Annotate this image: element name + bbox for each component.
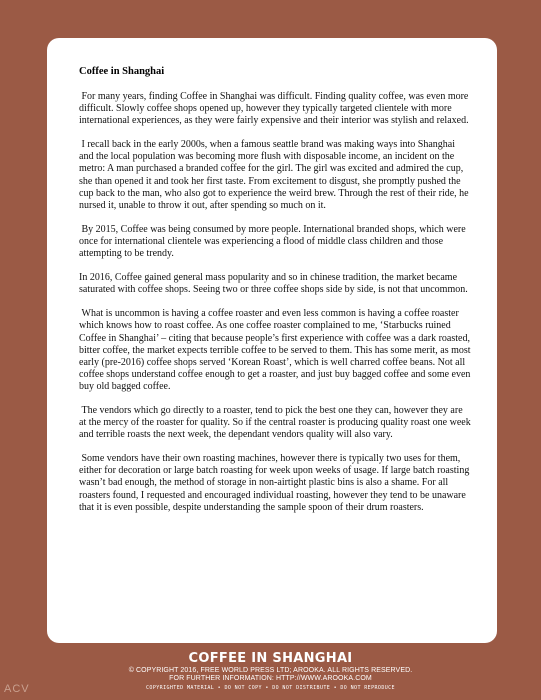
footer-copyright: © COPYRIGHT 2016, FREE WORLD PRESS LTD; AROOKA. ALL RIGHTS RESERVED. xyxy=(128,667,413,674)
paragraph: In 2016, Coffee gained general mass popularity and so in chinese tradition, the market became saturated with coffee shops. Seeing two or three coffee shops side by side, is not that uncommon. xyxy=(79,272,468,296)
footer xyxy=(0,651,541,692)
footer-info: FOR FURTHER INFORMATION: HTTP://WWW.AROOKA.COM xyxy=(169,675,372,683)
paragraph: The vendors which go directly to a roaster, tend to pick the best one they can, however they are at the mercy of the roaster for quality. So if the central roaster is producing quality roast one week and terrible roasts the next week, the dependant vendors quality will also vary. xyxy=(79,404,474,441)
paragraph: Some vendors have their own roasting machines, however there is typically two uses for them, either for decoration or large batch roasting for week upon weeks of usage. If large batch roasting wasn’t bad enough, the method of storage in non-airtight plastic bins is also a shame. For all roasters found, I requested and encouraged individual roasting, however they tend to be unaware that it is even possible, despite understanding the sample spoon of their drum roasters. xyxy=(79,453,472,513)
paragraph: By 2015, Coffee was being consumed by more people. International branded shops, which were once for international clientele was experiencing a flood of middle class children and those attempting to be trendy. xyxy=(79,223,469,260)
document-card xyxy=(47,38,497,643)
watermark: ACV xyxy=(4,683,30,695)
footer-notice: COPYRIGHTED MATERIAL • DO NOT COPY • DO NOT DISTRIBUTE • DO NOT REPRODUCE xyxy=(146,684,395,691)
paragraph: For many years, finding Coffee in Shanghai was difficult. Finding quality coffee, was even more difficult. Slowly coffee shops opened up, however they typically targeted clientele with more international experiences, as they were fairly expensive and their interior was stylish and relaxed. xyxy=(79,91,471,127)
paragraph: I recall back in the early 2000s, when a famous seattle brand was making ways into Shanghai and the local population was becoming more flush with disposable income, an incident on the metro: A man purchased a branded coffee for the girl. The girl was excited and admired the cup, she than opened it and took her first taste. From excitement to disgust, she promptly pushed the cup back to the man, who also got to experience the weird brew. Through the rest of their ride, he nursed it, unable to throw it out, after spending so much on it. xyxy=(79,139,472,211)
document-title: Coffee in Shanghai xyxy=(79,66,165,77)
footer-title: COFFEE IN SHANGHAI xyxy=(188,651,353,666)
paragraph: What is uncommon is having a coffee roaster and even less common is having a coffee roaster which knows how to roast coffee. As one coffee roaster complained to me, ‘Starbucks ruined Coffee in Shanghai’ – citing that because people’s first experience with coffee was a dark roasted, bitter coffee, the market expects terrible coffee to be served to them. This has some merit, as most early (pre-2016) coffee shops served ‘Korean Roast’, which is well charred coffee beans. Not all coffee shops understand coffee enough to get a roaster, and just buy bagged coffee and some even buy old bagged coffee. xyxy=(79,308,474,392)
